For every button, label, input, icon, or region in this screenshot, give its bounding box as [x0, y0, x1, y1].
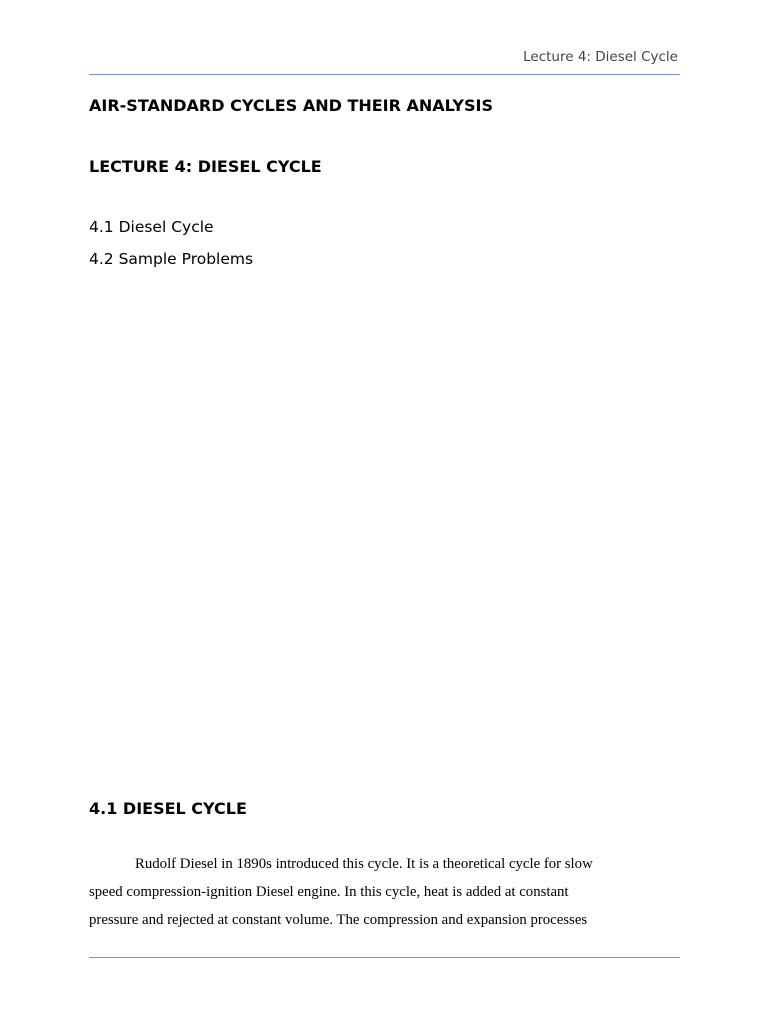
- toc-item: 4.2 Sample Problems: [89, 250, 254, 268]
- section-heading: 4.1 DIESEL CYCLE: [89, 799, 247, 818]
- toc-item: 4.1 Diesel Cycle: [89, 218, 214, 236]
- paragraph-line: speed compression-ignition Diesel engine. In this cycle, heat is added at constant: [89, 884, 569, 900]
- running-header: Lecture 4: Diesel Cycle: [523, 49, 678, 65]
- lecture-title: LECTURE 4: DIESEL CYCLE: [89, 157, 322, 176]
- document-title: AIR-STANDARD CYCLES AND THEIR ANALYSIS: [89, 96, 493, 115]
- section-paragraph: [89, 850, 680, 934]
- paragraph-line: Rudolf Diesel in 1890s introduced this cycle. It is a theoretical cycle for slow: [135, 856, 593, 872]
- footer-rule: [89, 957, 680, 958]
- header-rule: [89, 74, 680, 75]
- paragraph-line: pressure and rejected at constant volume. The compression and expansion processes: [89, 912, 588, 928]
